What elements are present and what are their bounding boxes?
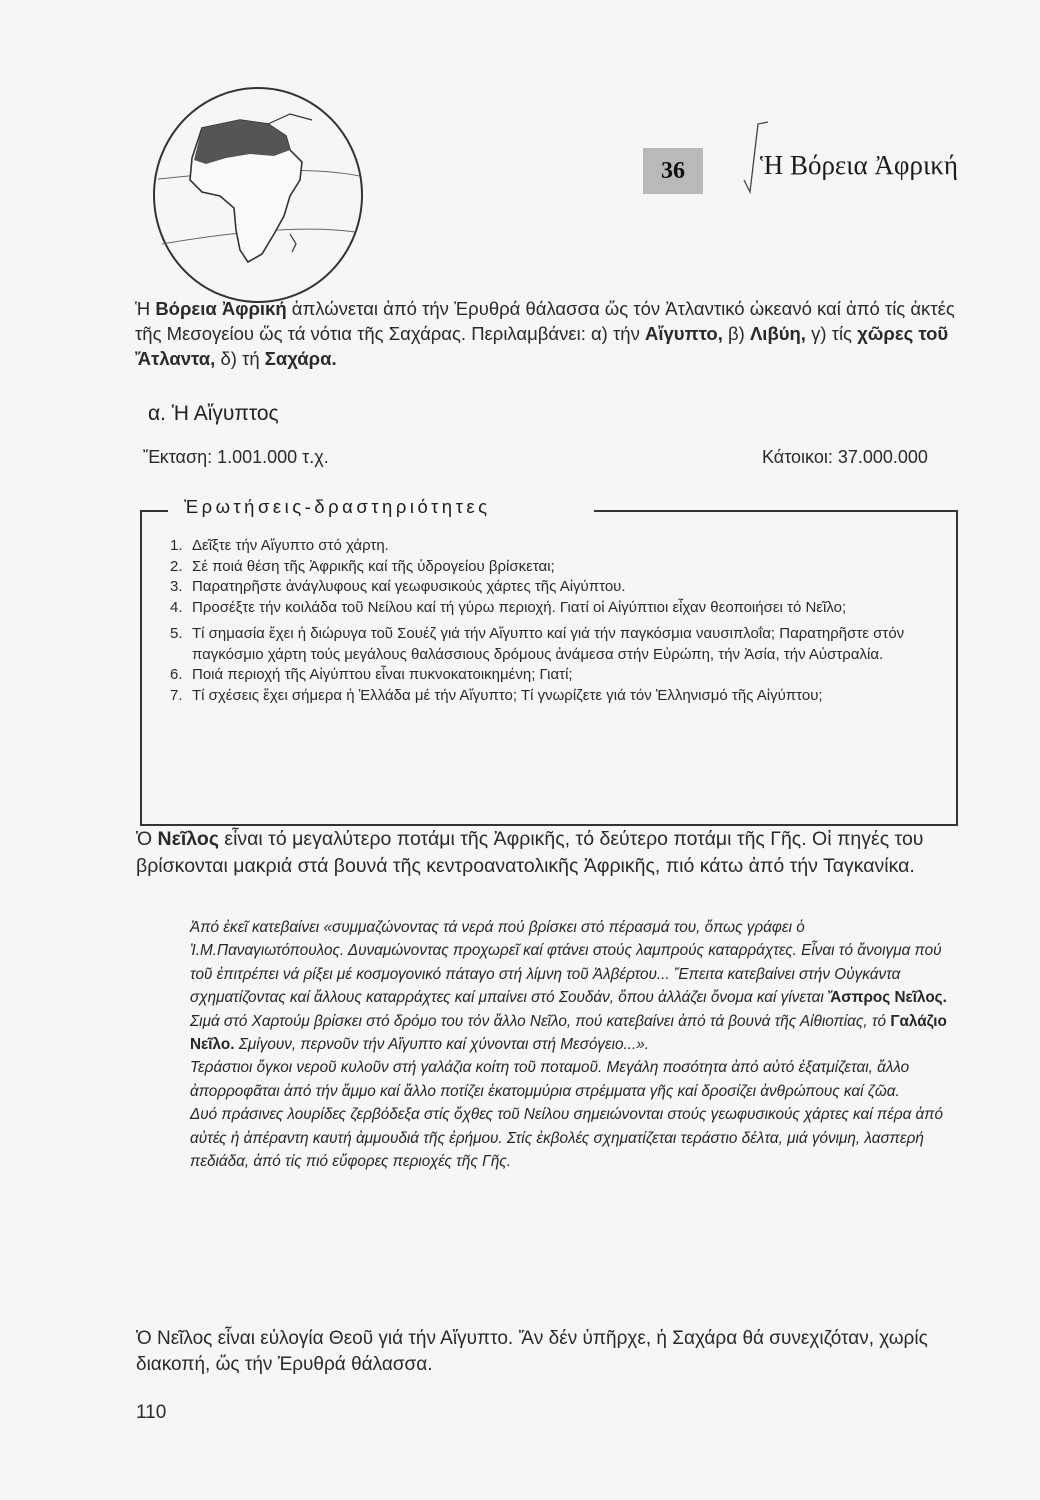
question-text: Προσέξτε τήν κοιλάδα τοῦ Νείλου καί τή γύρω περιοχή. Γιατί οἱ Αἰγύπτιοι εἶχαν θεοποιήσει τό Νεῖλο; <box>192 598 847 616</box>
intro-text: β) <box>722 323 750 344</box>
list-item <box>170 536 960 557</box>
quote-bold-term: Ἄσπρος Νεῖλος. <box>827 989 947 1007</box>
nile-text: Ὁ <box>136 828 158 850</box>
intro-text: δ) τή <box>215 348 265 369</box>
questions-list <box>170 536 960 706</box>
question-text: Δεῖξτε τήν Αἴγυπτο στό χάρτη. <box>192 537 389 554</box>
area-fact: Ἔκταση: 1.001.000 τ.χ. <box>143 447 329 467</box>
list-item <box>170 624 960 665</box>
box-divider <box>594 510 958 512</box>
page-number: 110 <box>136 1402 167 1423</box>
quote-text: Ἀπό ἐκεῖ κατεβαίνει «συμμαζώνοντας τά νερά πού βρίσκει στό πέρασμά του, ὅπως γράφει ὁ Ἰ.Μ.Παναγιωτόπουλος. Δυναμώνοντας προχωρεῖ καί φτάνει στούς λαμπρούς καταρράχτες. Εἶναι τό ἄνοιγμα πού τοῦ ἐπιτρέπει νά ρίξει μέ κοσμογονικό πάταγο στή λίμνη τοῦ Ἀλβέρτου... Ἔπειτα κατεβαίνει στήν Οὐγκάντα σχηματίζοντας καί ἄλλους καταρράχτες καί μπαίνει στό Σουδάν, ὅπου ἀλλάζει ὄνομα καί γίνεται <box>190 919 942 1007</box>
list-item <box>170 686 960 707</box>
question-text: Παρατηρῆστε ἀνάγλυφους καί γεωφυσικούς χάρτες τῆς Αἰγύπτου. <box>192 578 626 595</box>
question-number: 5. <box>170 625 183 642</box>
question-number: 2. <box>170 557 183 575</box>
intro-bold-term: Βόρεια Ἀφρική <box>155 298 287 319</box>
intro-text: γ) τίς <box>805 323 858 344</box>
closing-paragraph: Ὁ Νεῖλος εἶναι εὐλογία Θεοῦ γιά τήν Αἴγυπτο. Ἄν δέν ὑπῆρχε, ἡ Σαχάρα θά συνεχιζόταν, χωρίς διακοπή, ὥς τήν Ἐρυθρά θάλασσα. <box>136 1328 928 1375</box>
question-number: 6. <box>170 666 183 683</box>
intro-bold-term: χῶρες τοῦ Ἄτλαντα, <box>135 323 949 369</box>
quote-paragraph: Τεράστιοι ὄγκοι νεροῦ κυλοῦν στή γαλάζια κοίτη τοῦ ποταμοῦ. Μεγάλη ποσότητα ἀπό αὐτό ἐξατμίζεται, ἄλλο ἀπορροφᾶται ἀπό τήν ἄμμο καί ἄλλο ποτίζει ἑκατομμύρια στρέμματα γῆς καί δροσίζει ἀνθρώπους καί ζῶα. <box>190 1059 910 1100</box>
quote-text: Σμίγουν, περνοῦν τήν Αἴγυπτο καί χύνονται στή Μεσόγειο...». <box>234 1036 649 1054</box>
section-heading: α. Ἡ Αἴγυπτος <box>148 402 279 425</box>
quote-paragraph: Δυό πράσινες λουρίδες ζερβόδεξα στίς ὄχθες τοῦ Νείλου σημειώνονται στούς γεωφυσικούς χάρτες καί πέρα ἀπό αὐτές ἡ ἀπέραντη καυτή ἀμμουδιά τῆς ἐρήμου. Στίς ἐκβολές σχηματίζεται τεράστιο δέλτα, μιά γόνιμη, λασπερή πεδιάδα, ἀπό τίς πιό εὔφορες περιοχές τῆς Γῆς. <box>190 1106 944 1171</box>
intro-bold-term: Σαχάρα. <box>264 348 337 369</box>
questions-title: Ἐρωτήσεις-δραστηριότητες <box>178 496 497 518</box>
question-number: 7. <box>170 686 183 704</box>
intro-text: ἁπλώνεται ἀπό τήν Ἐρυθρά θάλασσα ὥς τόν Ἀτλαντικό ὠκεανό καί ἀπό τίς ἀκτές τῆς Μεσογείου ὥς τά νότια τῆς Σαχάρας. Περιλαμβάνει: α) τήν <box>135 298 955 344</box>
nile-text: εἶναι τό μεγαλύτερο ποτάμι τῆς Ἀφρικῆς, τό δεύτερο ποτάμι τῆς Γῆς. Οἱ πηγές του βρίσκονται μακριά στά βουνά τῆς κεντροανατολικῆς Ἀφρικῆς, πιό κάτω ἀπό τήν Ταγκανίκα. <box>136 828 924 877</box>
population-fact: Κάτοικοι: 37.000.000 <box>762 447 928 467</box>
intro-paragraph <box>135 296 965 371</box>
nile-bold-term: Νεῖλος <box>157 828 219 850</box>
quote-text: Σιμά στό Χαρτούμ βρίσκει στό δρόμο του τόν ἄλλο Νεῖλο, πού κατεβαίνει ἀπό τά βουνά τῆς Αἰθιοπίας, τό <box>190 1012 891 1030</box>
list-item <box>170 577 960 598</box>
question-number: 4. <box>170 598 183 616</box>
intro-bold-term: Λιβύη, <box>749 323 806 344</box>
intro-bold-term: Αἴγυπτο, <box>644 323 723 344</box>
chapter-number-badge: 36 <box>643 148 703 194</box>
quote-paragraph <box>190 916 955 1010</box>
africa-globe-icon <box>150 84 366 306</box>
quote-bold-term: Γαλάζιο Νεῖλο. <box>190 1012 947 1054</box>
question-text: Τί σημασία ἔχει ἡ διώρυγα τοῦ Σουέζ γιά τήν Αἴγυπτο καί γιά τήν παγκόσμια ναυσιπλοΐα; Παρατηρῆστε στόν παγκόσμιο χάρτη τούς μεγάλους θαλάσσιους δρόμους ἀνάμεσα στήν Εὐρώπη, τήν Ἀσία, τήν Αὐστραλία. <box>192 625 905 663</box>
quote-paragraph <box>190 1010 955 1057</box>
question-text: Τί σχέσεις ἔχει σήμερα ἡ Ἑλλάδα μέ τήν Αἴγυπτο; Τί γνωρίζετε γιά τόν Ἑλληνισμό τῆς Αἰγύπτου; <box>192 686 823 704</box>
list-item <box>170 665 960 686</box>
list-item <box>170 598 960 619</box>
question-text: Σέ ποιά θέση τῆς Ἀφρικῆς καί τῆς ὑδρογείου βρίσκεται; <box>192 557 555 575</box>
question-number: 3. <box>170 578 183 595</box>
box-divider <box>140 510 168 512</box>
question-number: 1. <box>170 537 183 554</box>
question-text: Ποιά περιοχή τῆς Αἰγύπτου εἶναι πυκνοκατοικημένη; Γιατί; <box>192 666 573 683</box>
nile-quote <box>190 916 955 1173</box>
intro-text: Ἡ <box>135 298 156 319</box>
nile-paragraph <box>136 826 958 879</box>
list-item <box>170 557 960 578</box>
chapter-title: Ἡ Βόρεια Ἀφρική <box>760 150 958 180</box>
